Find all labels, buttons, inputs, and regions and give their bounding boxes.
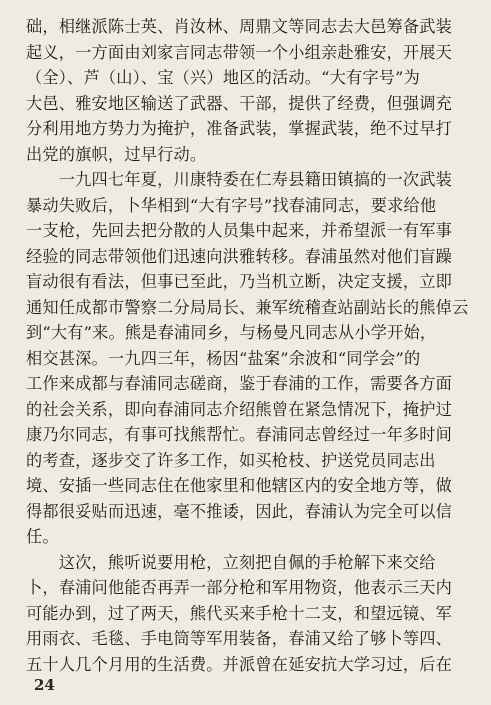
text-line: 用雨衣、毛毯、手电筒等军用装备，春浦又给了够卜等四、 xyxy=(26,629,453,648)
text-line: 盲动很有看法，但事已至此，乃当机立断，决定支援，立即 xyxy=(26,272,453,291)
text-line: 这次，熊听说要用枪，立刻把自佩的手枪解下来交给 xyxy=(26,552,436,572)
text-line: 经验的同志带领他们迅速向洪雅转移。春浦虽然对他们盲躁 xyxy=(26,246,453,266)
text-line: 一支枪，先回去把分散的人员集中起来，并希望派一有军事 xyxy=(26,221,453,240)
text-line: 得都很妥贴而迅速，毫不推诿，因此，春浦认为完全可以信 xyxy=(26,501,453,521)
text-line: 起义，一方面由刘家言同志带领一个小组亲赴雅安，开展天 xyxy=(26,42,453,62)
text-line: 工作来成都与春浦同志磋商，鉴于春浦的工作，需要各方面 xyxy=(26,374,453,393)
text-line: 境、安插一些同志住在他家里和他辖区内的安全地方等，做 xyxy=(26,476,453,495)
text-line: 通知任成都市警察二分局局长、兼军统稽查站副站长的熊倬云 xyxy=(26,297,469,317)
text-line: 出党的旗帜，过早行动。 xyxy=(26,144,207,164)
text-line: 分利用地方势力为掩护，准备武装，掌握武装，绝不过早打 xyxy=(26,119,453,138)
text-line: 五十人几个月用的生活费。并派曾在延安抗大学习过，后在 xyxy=(26,654,453,674)
text-line: 可能办到，过了两天，熊代买来手枪十二支，和望远镜、军 xyxy=(26,603,453,623)
text-line: 相交甚深。一九四三年，杨因“盐案”余波和“同学会”的 xyxy=(26,348,421,368)
page-number: 24 xyxy=(34,676,55,694)
text-line: 大邑、雅安地区输送了武器、干部，提供了经费，但强调充 xyxy=(26,93,453,113)
text-line: 到“大有”来。熊是春浦同乡，与杨曼凡同志从小学开始， xyxy=(26,323,437,342)
text-line: 的社会关系，即向春浦同志介绍熊曾在紧急情况下，掩护过 xyxy=(26,399,453,419)
text-line: 础，相继派陈士英、肖汝林、周鼎文等同志去大邑筹备武装 xyxy=(26,17,453,36)
text-line: 卜，春浦问他能否再弄一部分枪和军用物资，他表示三天内 xyxy=(26,578,453,597)
text-line: 任。 xyxy=(26,527,59,546)
text-line: 康乃尔同志，有事可找熊帮忙。春浦同志曾经过一年多时间 xyxy=(26,425,453,444)
text-line: 暴动失败后，卜华相到“大有字号”找春浦同志，要求给他 xyxy=(26,195,437,215)
text-line: （全）、芦（山）、宝（兴）地区的活动。“大有字号”为 xyxy=(26,68,421,87)
text-line: 一九四七年夏，川康特委在仁寿县籍田镇搞的一次武装 xyxy=(26,170,453,189)
text-line: 的考查，逐步交了许多工作，如买枪枝、护送党员同志出 xyxy=(26,450,436,470)
